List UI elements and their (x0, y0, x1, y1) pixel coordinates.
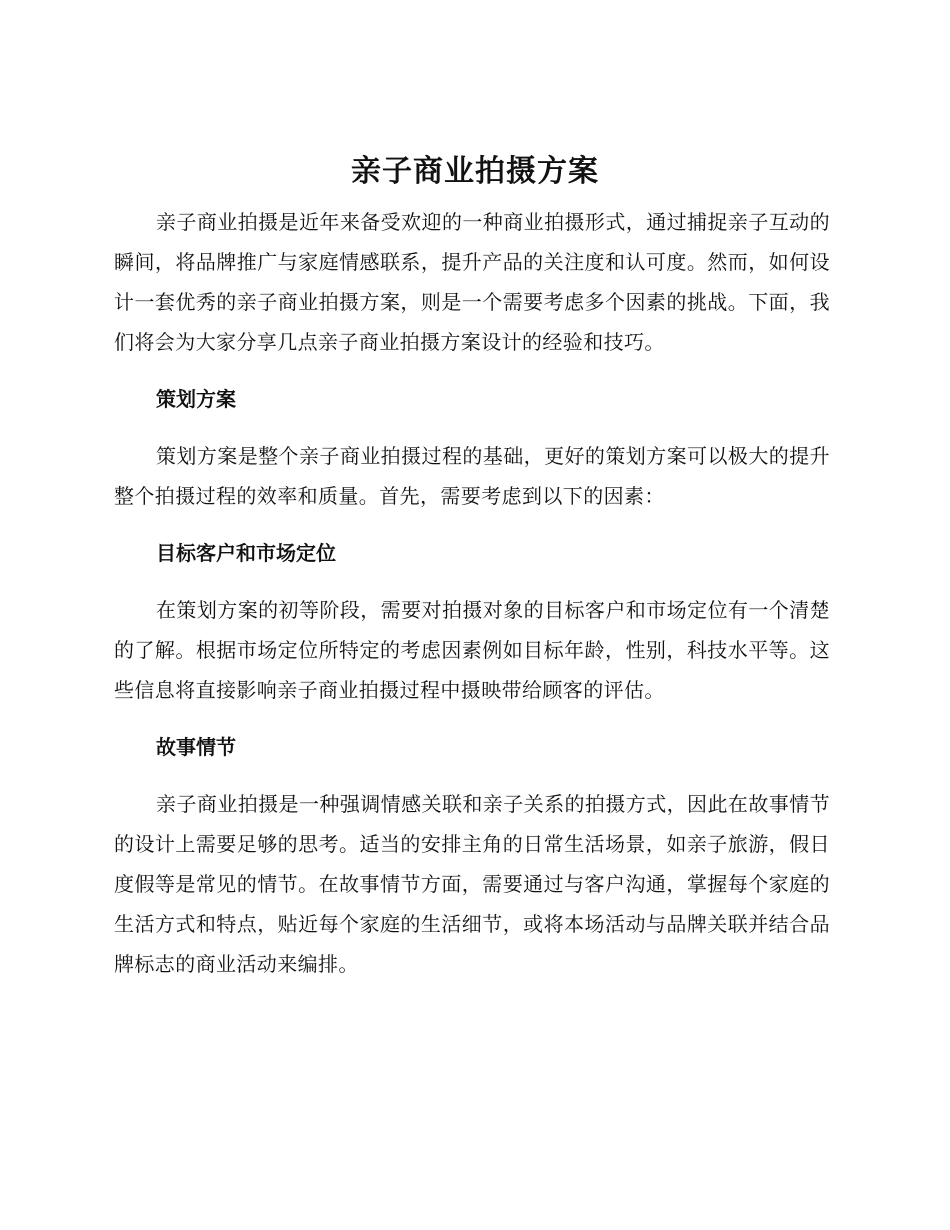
intro-paragraph: 亲子商业拍摄是近年来备受欢迎的一种商业拍摄形式，通过捕捉亲子互动的瞬间，将品牌推广与家庭情感联系，提升产品的关注度和认可度。然而，如何设计一套优秀的亲子商业拍摄方案，则是一个需要考虑多个因素的挑战。下面，我们将会为大家分享几点亲子商业拍摄方案设计的经验和技巧。 (114, 210, 830, 354)
section-heading-target-market: 目标客户和市场定位 (156, 541, 336, 565)
section-heading-planning: 策划方案 (156, 387, 236, 411)
document-body (114, 202, 830, 984)
section-heading-storyline: 故事情节 (156, 735, 236, 759)
section-body-planning: 策划方案是整个亲子商业拍摄过程的基础，更好的策划方案可以极大的提升整个拍摄过程的效率和质量。首先，需要考虑到以下的因素： (114, 444, 830, 508)
section-body-storyline: 亲子商业拍摄是一种强调情感关联和亲子关系的拍摄方式，因此在故事情节的设计上需要足够的思考。适当的安排主角的日常生活场景，如亲子旅游，假日度假等是常见的情节。在故事情节方面，需要通过与客户沟通，掌握每个家庭的生活方式和特点，贴近每个家庭的生活细节，或将本场活动与品牌关联并结合品牌标志的商业活动来编排。 (114, 792, 830, 976)
section-body-target-market: 在策划方案的初等阶段，需要对拍摄对象的目标客户和市场定位有一个清楚的了解。根据市场定位所特定的考虑因素例如目标年龄，性别，科技水平等。这些信息将直接影响亲子商业拍摄过程中摄映带给顾客的评估。 (114, 598, 830, 702)
document-title: 亲子商业拍摄方案 (351, 154, 599, 189)
